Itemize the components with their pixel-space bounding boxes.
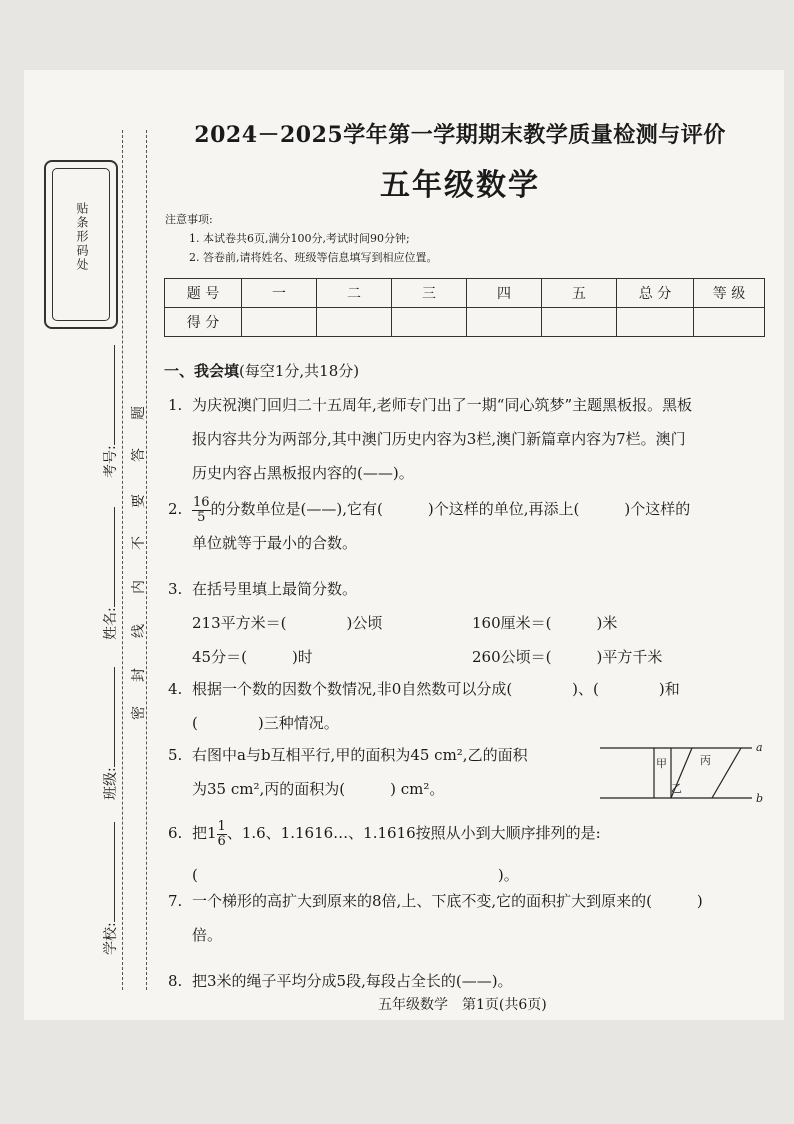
section-1-heading: 一、我会填 <box>164 362 240 380</box>
exam-no-field[interactable] <box>100 345 120 478</box>
name-label: 姓名: <box>103 607 119 640</box>
score-header-cell: 等 级 <box>694 279 765 308</box>
score-table-score-row <box>165 308 765 337</box>
label-yi: 乙 <box>671 782 682 795</box>
question-number: 8. <box>168 972 183 990</box>
q3-item-b: 160厘米＝( )米 <box>472 614 618 632</box>
name-field[interactable] <box>100 507 120 640</box>
school-label: 学校: <box>103 922 119 955</box>
score-input-cell[interactable] <box>694 308 765 337</box>
score-input-cell[interactable] <box>617 308 694 337</box>
score-input-cell[interactable] <box>542 308 617 337</box>
score-table <box>164 278 765 337</box>
barcode-box <box>44 160 118 329</box>
question-number: 4. <box>168 680 183 698</box>
q1-line2: 报内容共分为两部分,其中澳门历史内容为3栏,澳门新篇章内容为7栏。澳门 <box>192 430 686 448</box>
question-4 <box>168 672 768 740</box>
exam-subtitle: 五年级数学 <box>380 168 540 203</box>
score-header-cell: 四 <box>467 279 542 308</box>
question-number: 1. <box>168 396 183 414</box>
q5-line1: 右图中a与b互相平行,甲的面积为45 cm²,乙的面积 <box>192 746 528 764</box>
page-footer: 五年级数学 第1页(共6页) <box>378 997 547 1013</box>
fraction-numerator: 1 <box>217 818 226 834</box>
exam-title: 2024－2025学年第一学期期末教学质量检测与评价 <box>194 122 726 148</box>
q6-lead: 把1 <box>192 824 217 842</box>
note-item-1: 1. 本试卷共6页,满分100分,考试时间90分钟; <box>189 232 410 245</box>
score-input-cell[interactable] <box>467 308 542 337</box>
q6-line2: ( )。 <box>192 866 519 884</box>
fraction-1-6 <box>217 820 227 849</box>
school-field[interactable] <box>100 822 120 955</box>
label-a: a <box>756 741 763 754</box>
seal-char-mi: 密 <box>131 706 147 720</box>
class-field[interactable] <box>100 667 120 800</box>
binding-dashed-line-outer <box>122 130 123 990</box>
question-7 <box>168 884 768 952</box>
label-jia: 甲 <box>656 757 667 770</box>
question-5 <box>168 738 598 806</box>
q1-line1: 为庆祝澳门回归二十五周年,老师专门出了一期“同心筑梦”主题黑板报。黑板 <box>192 396 693 414</box>
fraction-denominator: 5 <box>197 509 206 525</box>
q7-line2: 倍。 <box>192 926 223 944</box>
score-input-cell[interactable] <box>392 308 467 337</box>
exam-no-label: 考号: <box>103 445 119 478</box>
q8-line1: 把3米的绳子平均分成5段,每段占全长的(——)。 <box>192 972 513 990</box>
q3-item-c: 45分＝( )时 <box>192 648 313 666</box>
score-input-cell[interactable] <box>317 308 392 337</box>
question-number: 6. <box>168 824 183 842</box>
q6-line1: 、1.6、1.1616…、1.1616按照从小到大顺序排列的是: <box>226 824 601 842</box>
note-item-2: 2. 答卷前,请将姓名、班级等信息填写到相应位置。 <box>189 251 438 264</box>
section-1-title <box>164 360 359 381</box>
question-6 <box>168 816 768 892</box>
q4-line1: 根据一个数的因数个数情况,非0自然数可以分成( )、( )和 <box>192 680 680 698</box>
notes-heading: 注意事项: <box>165 213 213 226</box>
question-number: 2. <box>168 500 183 518</box>
binding-dashed-line-inner <box>146 130 147 990</box>
seal-char-feng: 封 <box>131 668 147 682</box>
seal-char-nei: 内 <box>131 580 147 594</box>
notes-block <box>165 210 438 267</box>
score-header-cell: 三 <box>392 279 467 308</box>
question-3 <box>168 572 768 674</box>
score-row-label: 得 分 <box>165 308 242 337</box>
fraction-16-5 <box>192 496 211 525</box>
q1-line3: 历史内容占黑板报内容的(——)。 <box>192 464 414 482</box>
question-2 <box>168 492 768 560</box>
label-bing: 丙 <box>700 754 711 767</box>
q2-line2: 单位就等于最小的合数。 <box>192 534 358 552</box>
parallel-lines-figure <box>596 736 776 808</box>
question-number: 3. <box>168 580 183 598</box>
score-header-cell: 总 分 <box>617 279 694 308</box>
seal-char-xian: 线 <box>131 624 147 638</box>
parallelogram-edge-right <box>712 748 741 798</box>
fraction-numerator: 16 <box>193 494 210 510</box>
score-header-cell: 题 号 <box>165 279 242 308</box>
q3-line1: 在括号里填上最简分数。 <box>192 580 358 598</box>
question-number: 5. <box>168 746 183 764</box>
question-1 <box>168 388 768 490</box>
question-number: 7. <box>168 892 183 910</box>
class-label: 班级: <box>103 767 119 800</box>
score-input-cell[interactable] <box>242 308 317 337</box>
label-b: b <box>756 792 764 805</box>
score-header-cell: 五 <box>542 279 617 308</box>
seal-char-da: 答 <box>131 448 147 462</box>
section-1-note: (每空1分,共18分) <box>239 362 360 380</box>
score-header-cell: 一 <box>242 279 317 308</box>
barcode-label: 贴条形码处 <box>75 202 89 272</box>
q2-line1: 的分数单位是(——),它有( )个这样的单位,再添上( )个这样的 <box>210 500 691 518</box>
question-8 <box>168 964 768 998</box>
fraction-denominator: 6 <box>217 833 226 849</box>
seal-char-bu: 不 <box>131 536 147 550</box>
q4-line2: ( )三种情况。 <box>192 714 339 732</box>
seal-char-ti: 题 <box>131 406 147 420</box>
q3-item-d: 260公顷＝( )平方千米 <box>472 648 663 666</box>
seal-char-yao: 要 <box>131 494 147 508</box>
score-header-cell: 二 <box>317 279 392 308</box>
q7-line1: 一个梯形的高扩大到原来的8倍,上、下底不变,它的面积扩大到原来的( ) <box>192 892 703 910</box>
score-table-header-row <box>165 279 765 308</box>
q5-line2: 为35 cm²,丙的面积为( ) cm²。 <box>192 780 445 798</box>
q3-item-a: 213平方米＝( )公顷 <box>192 614 383 632</box>
